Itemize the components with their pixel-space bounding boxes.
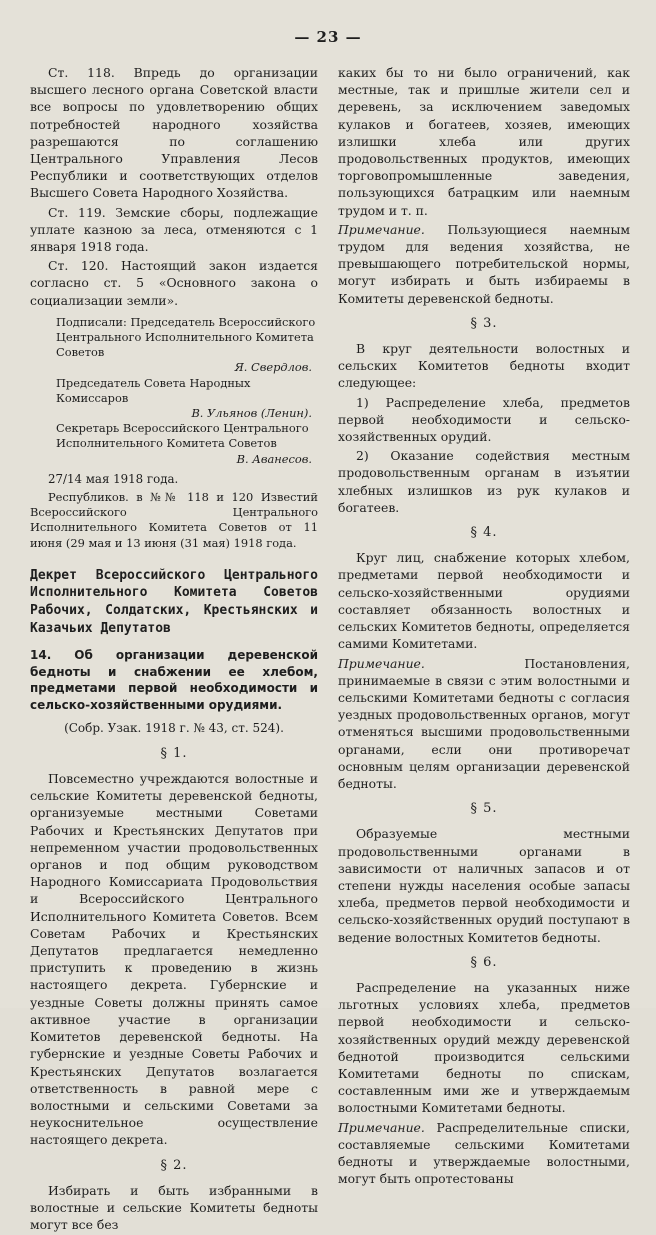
- act-title: 14. Об организации деревенской бедноты и снабжении ее хлебом, предметами первой необходимости и сельско-хозяйственными орудиями.: [30, 648, 318, 713]
- section-2-continued: каких бы то ни было ограничений, как местные, так и пришлые жители сел и деревень, за исключением заведомых кулаков и богатеев, хозяев, имеющих излишки хлеба или других продовольственных продуктов, имеющих торговопромышленные заведения, пользующихся батрацким или наемным трудом и т. п.: [338, 65, 630, 218]
- section-3-item-1: 1) Распределение хлеба, предметов первой необходимости и сельско-хозяйственных орудий.: [338, 394, 630, 445]
- signature-avanesov-text: Секретарь Всероссийского Центрального Исполнительного Комитета Советов: [56, 421, 309, 451]
- source-reference: (Собр. Узак. 1918 г. № 43, ст. 524).: [64, 720, 284, 735]
- section-6-heading: § 6.: [470, 954, 498, 970]
- signature-avanesov: [56, 421, 318, 467]
- signature-sverdlov-name: Я. Свердлов.: [234, 360, 312, 375]
- section-4-text: Круг лиц, снабжение которых хлебом, предметами первой необходимости и сельско-хозяйственными орудиями составляет обязанность волостных и сельских Комитетов бедноты, определяется самими Комитетами.: [338, 550, 630, 652]
- section-2-text: Избирать и быть избранными в волостные и сельские Комитеты бедноты могут все без: [30, 1182, 318, 1233]
- signatures: [30, 315, 318, 467]
- section-5-text: Образуемые местными продовольственными органами в зависимости от наличных запасов и от степени нужды населения особые запасы хлеба, предметов первой необходимости и сельско-хозяйственных орудий поступают в ведение волостных Комитетов бедноты.: [338, 826, 630, 945]
- section-3-heading: § 3.: [470, 315, 498, 331]
- section-1-heading: § 1.: [160, 745, 188, 761]
- signature-lenin-text: Председатель Совета Народных Комиссаров: [56, 375, 251, 405]
- section-3-item-2: 2) Оказание содействия местным продовольственным органам в изъятии хлебных излишков из рук кулаков и богатеев.: [338, 448, 630, 515]
- right-column: [338, 64, 630, 1189]
- note-2-text: Постановления, принимаемые в связи с этим волостными и сельскими Комитетами бедноты с согласия уездных продовольственных органов, могут отменяться высшими продовольственными органами, если они противоречат основным целям организации деревенской бедноты.: [338, 655, 630, 791]
- publication-note: Республиков. в №№ 118 и 120 Известий Всероссийского Центрального Исполнительного Комитета Советов от 11 июня (29 мая и 13 июня (31 мая) 1918 года.: [30, 490, 318, 550]
- section-6-text: Распределение на указанных ниже льготных условиях хлеба, предметов первой необходимости и сельско-хозяйственных орудий между деревенской беднотой производится сельскими Комитетами бедноты по спискам, составленным ими же и утверждаемым волостными Комитетами бедноты.: [338, 979, 630, 1116]
- section-1-text: Повсеместно учреждаются волостные и сельские Комитеты деревенской бедноты, организуемые местными Советами Рабочих и Крестьянских Депутатов при непременном участии продовольственных органов и под общим руководством Народного Комиссариата Продовольствия и Всероссийского Центрального Исполнительного Комитета Советов. Всем Советам Рабочих и Крестьянских Депутатов предлагается немедленно приступить к проведению в жизнь настоящего декрета. Губернские и уездные Советы должны принять самое активное участие в организации Комитетов деревенской бедноты. На губернские и уездные Советы Рабочих и Крестьянских Депутатов возлагается ответственность в равной мере с волостными и сельскими Советами за неукоснительное осуществление настоящего декрета.: [30, 771, 318, 1148]
- note-3: [338, 1119, 630, 1188]
- signature-avanesov-name: В. Аванесов.: [236, 451, 312, 466]
- note-1: [338, 221, 630, 307]
- note-1-text: Пользующиеся наемным трудом для ведения хозяйства, не превышающего потребительской нормы, могут избирать и быть избираемы в Комитеты деревенской бедноты.: [338, 221, 630, 306]
- article-118: Ст. 118. Впредь до организации высшего лесного органа Советской власти все вопросы по удовлетворению общих потребностей народного хозяйства разрешаются по соглашению Центрального Управления Лесов Республики и соответствующих отделов Высшего Совета Народного Хозяйства.: [30, 65, 318, 201]
- signature-sverdlov-text: Подписали: Председатель Всероссийского Центрального Исполнительного Комитета Советов: [56, 314, 316, 360]
- decree-title: Декрет Всероссийского Центрального Исполнительного Комитета Советов Рабочих, Солдатских, Крестьянских и Казачьих Депутатов: [30, 567, 318, 636]
- section-4-heading: § 4.: [470, 525, 498, 541]
- page-number: — 23 —: [294, 28, 362, 46]
- article-119: Ст. 119. Земские сборы, подлежащие уплате казною за леса, отменяются с 1 января 1918 года.: [30, 204, 318, 255]
- note-3-text: Распределительные списки, составляемые сельскими Комитетами бедноты и утверждаемые волостными, могут быть опротестованы: [338, 1119, 630, 1187]
- note-2: [338, 655, 630, 793]
- signature-sverdlov: [56, 315, 318, 376]
- section-5-heading: § 5.: [470, 801, 498, 817]
- section-2-heading: § 2.: [160, 1157, 188, 1173]
- article-120: Ст. 120. Настоящий закон издается согласно ст. 5 «Основного закона о социализации земли».: [30, 258, 318, 308]
- left-column: [30, 64, 318, 1235]
- note-3-label: Примечание.: [338, 1119, 425, 1135]
- section-3-text: В круг деятельности волостных и сельских Комитетов бедноты входит следующее:: [338, 341, 630, 391]
- date-line: 27/14 мая 1918 года.: [48, 471, 179, 486]
- note-1-label: Примечание.: [338, 221, 425, 237]
- signature-lenin: [56, 376, 318, 422]
- note-2-label: Примечание.: [338, 655, 425, 671]
- signature-lenin-name: В. Ульянов (Ленин).: [191, 406, 312, 421]
